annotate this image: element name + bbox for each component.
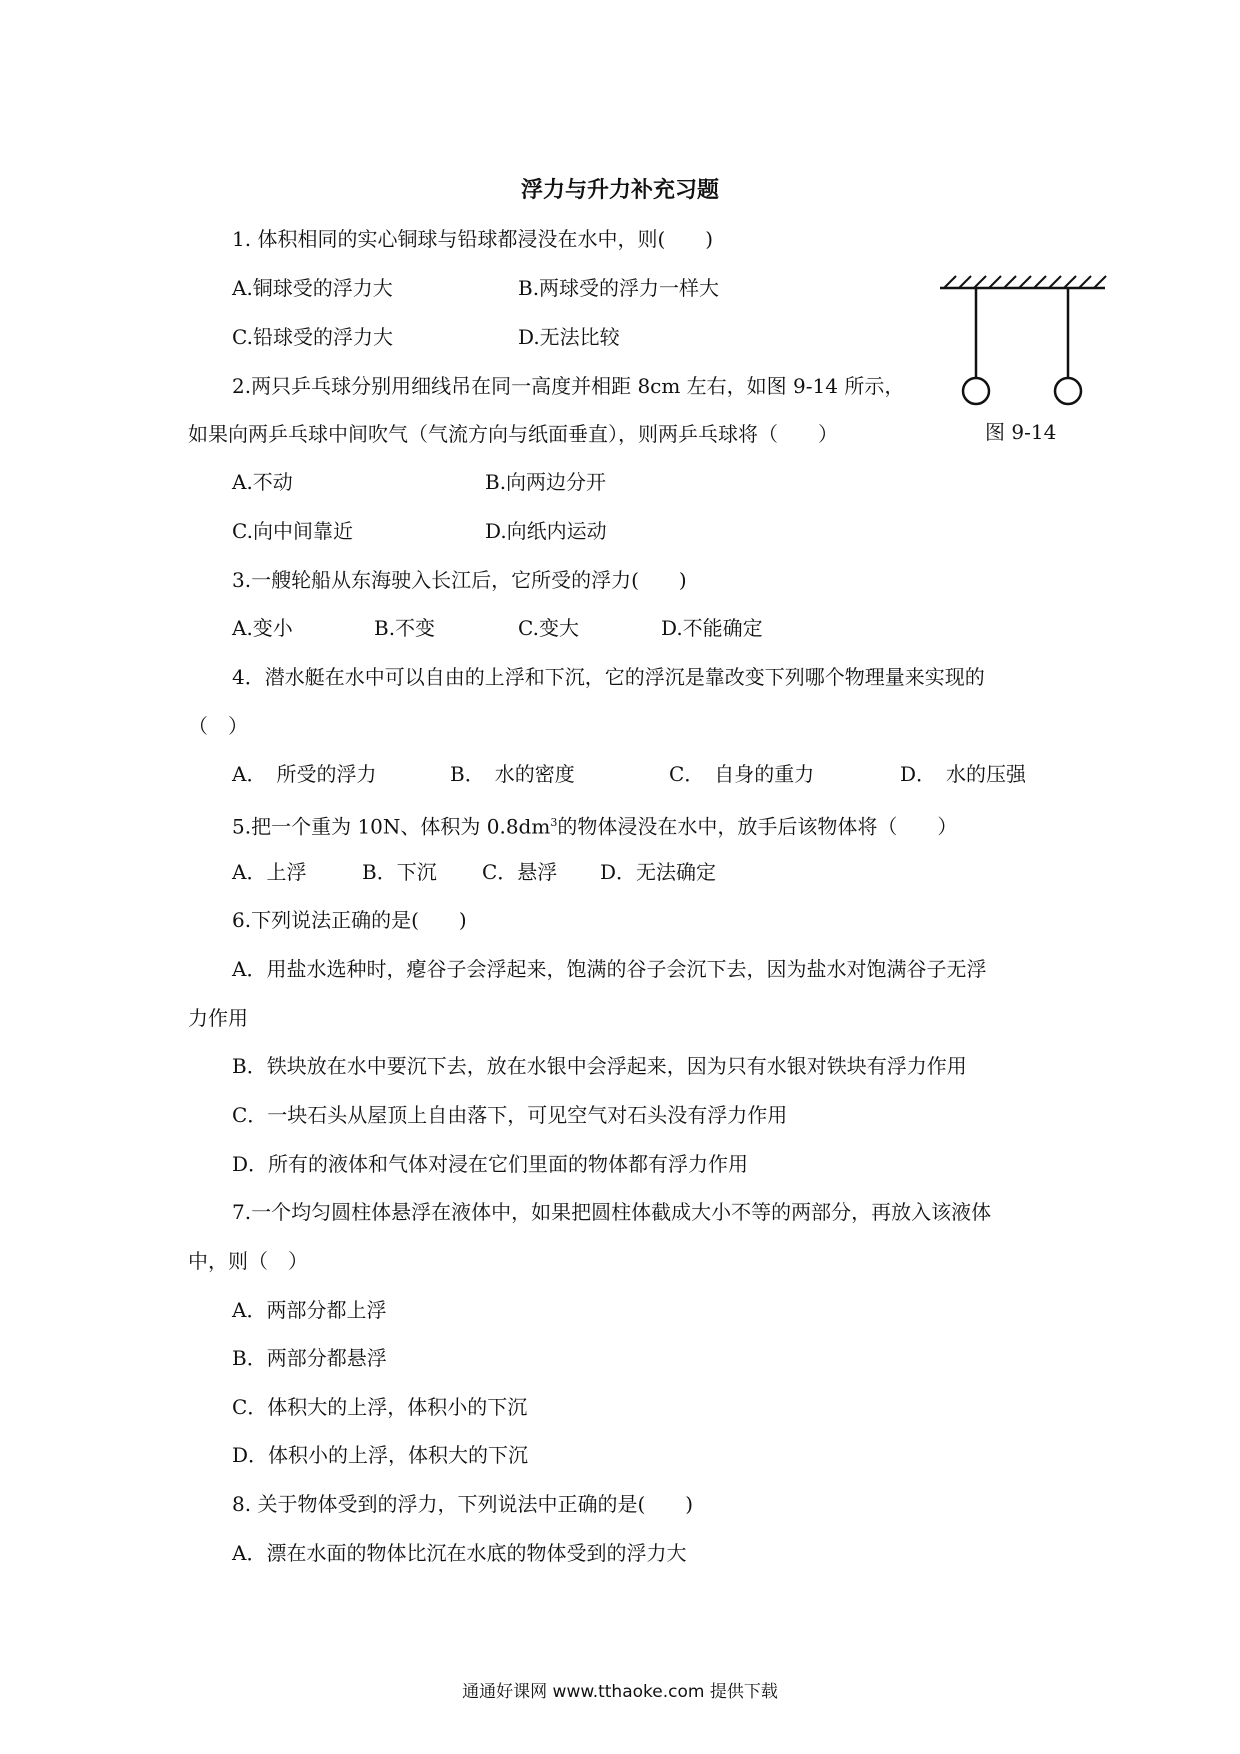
page-footer: 通通好课网 www.tthaoke.com 提供下载 (462, 1682, 778, 1702)
question-5-options (232, 858, 832, 886)
question-1-option-c: C.铅球受的浮力大 (232, 325, 393, 349)
question-7-option-d: D．体积小的上浮，体积大的下沉 (232, 1443, 529, 1467)
question-2-option-a: A.不动 (232, 470, 293, 494)
question-4-options (232, 760, 1082, 788)
ball-right (1055, 378, 1081, 404)
figure-caption: 图 9-14 (985, 420, 1057, 444)
question-6-option-b: B．铁块放在水中要沉下去，放在水银中会浮起来，因为只有水银对铁块有浮力作用 (232, 1054, 967, 1078)
question-4-option-d: D． 水的压强 (900, 762, 1027, 786)
question-3-option-a: A.变小 (232, 616, 293, 640)
question-5-stem-text: 5.把一个重为 10N、体积为 0.8dm (232, 814, 551, 839)
question-5-option-c: C．悬浮 (482, 860, 558, 884)
question-3-option-b: B.不变 (374, 616, 436, 640)
question-7-option-a: A．两部分都上浮 (232, 1298, 387, 1322)
question-1-stem: 1. 体积相同的实心铜球与铅球都浸没在水中，则( ) (232, 227, 714, 251)
question-4-option-a: A． 所受的浮力 (232, 762, 377, 786)
question-2-options-row-1 (232, 468, 832, 496)
question-2-stem-line-2: 如果向两乒乓球中间吹气（气流方向与纸面垂直），则两乒乓球将（ ） (188, 422, 838, 446)
question-7-option-c: C．体积大的上浮，体积小的下沉 (232, 1395, 528, 1419)
question-6-option-c: C．一块石头从屋顶上自由落下，可见空气对石头没有浮力作用 (232, 1103, 788, 1127)
question-3-stem: 3.一艘轮船从东海驶入长江后，它所受的浮力( ) (232, 568, 687, 592)
question-2-options-row-2 (232, 517, 832, 545)
question-1-options-row-1 (232, 274, 832, 302)
question-6-option-a-line-1: A．用盐水选种时，瘪谷子会浮起来，饱满的谷子会沉下去，因为盐水对饱满谷子无浮 (232, 957, 987, 981)
ball-left (963, 378, 989, 404)
question-8-stem: 8. 关于物体受到的浮力，下列说法中正确的是( ) (232, 1492, 694, 1516)
question-8-option-a: A．漂在水面的物体比沉在水底的物体受到的浮力大 (232, 1541, 687, 1565)
question-2-option-d: D.向纸内运动 (485, 519, 607, 543)
question-1-option-d: D.无法比较 (518, 325, 620, 349)
question-5-option-d: D．无法确定 (600, 860, 717, 884)
question-5-superscript: 3 (550, 816, 558, 829)
question-2-stem-line-1: 2.两只乒乓球分别用细线吊在同一高度并相距 8cm 左右，如图 9-14 所示， (232, 374, 905, 398)
question-3-option-c: C.变大 (518, 616, 579, 640)
question-7-stem-line-2: 中，则（ ） (188, 1249, 308, 1273)
question-1-option-a: A.铜球受的浮力大 (232, 276, 393, 300)
question-6-stem: 6.下列说法正确的是( ) (232, 908, 467, 932)
question-6-option-d: D．所有的液体和气体对浸在它们里面的物体都有浮力作用 (232, 1152, 749, 1176)
question-3-options (232, 614, 932, 642)
question-7-option-b: B．两部分都悬浮 (232, 1346, 387, 1370)
hanging-ping-pong-balls-diagram (930, 270, 1110, 410)
question-1-option-b: B.两球受的浮力一样大 (518, 276, 720, 300)
question-4-stem-line-2: （ ） (188, 714, 248, 738)
question-4-stem-line-1: 4．潜水艇在水中可以自由的上浮和下沉，它的浮沉是靠改变下列哪个物理量来实现的 (232, 665, 985, 689)
question-5-option-b: B．下沉 (362, 860, 437, 884)
question-7-stem-line-1: 7.一个均匀圆柱体悬浮在液体中，如果把圆柱体截成大小不等的两部分，再放入该液体 (232, 1200, 992, 1224)
question-3-option-d: D.不能确定 (661, 616, 763, 640)
page-title: 浮力与升力补充习题 (520, 177, 719, 203)
question-2-option-c: C.向中间靠近 (232, 519, 353, 543)
question-5-stem (232, 809, 957, 841)
question-1-options-row-2 (232, 323, 832, 351)
question-2-option-b: B.向两边分开 (485, 470, 607, 494)
question-6-option-a-line-2: 力作用 (188, 1006, 248, 1030)
question-4-option-c: C． 自身的重力 (669, 762, 815, 786)
question-5-stem-text-rest: 的物体浸没在水中，放手后该物体将（ ） (557, 814, 958, 839)
question-5-option-a: A．上浮 (232, 860, 307, 884)
question-4-option-b: B． 水的密度 (450, 762, 575, 786)
